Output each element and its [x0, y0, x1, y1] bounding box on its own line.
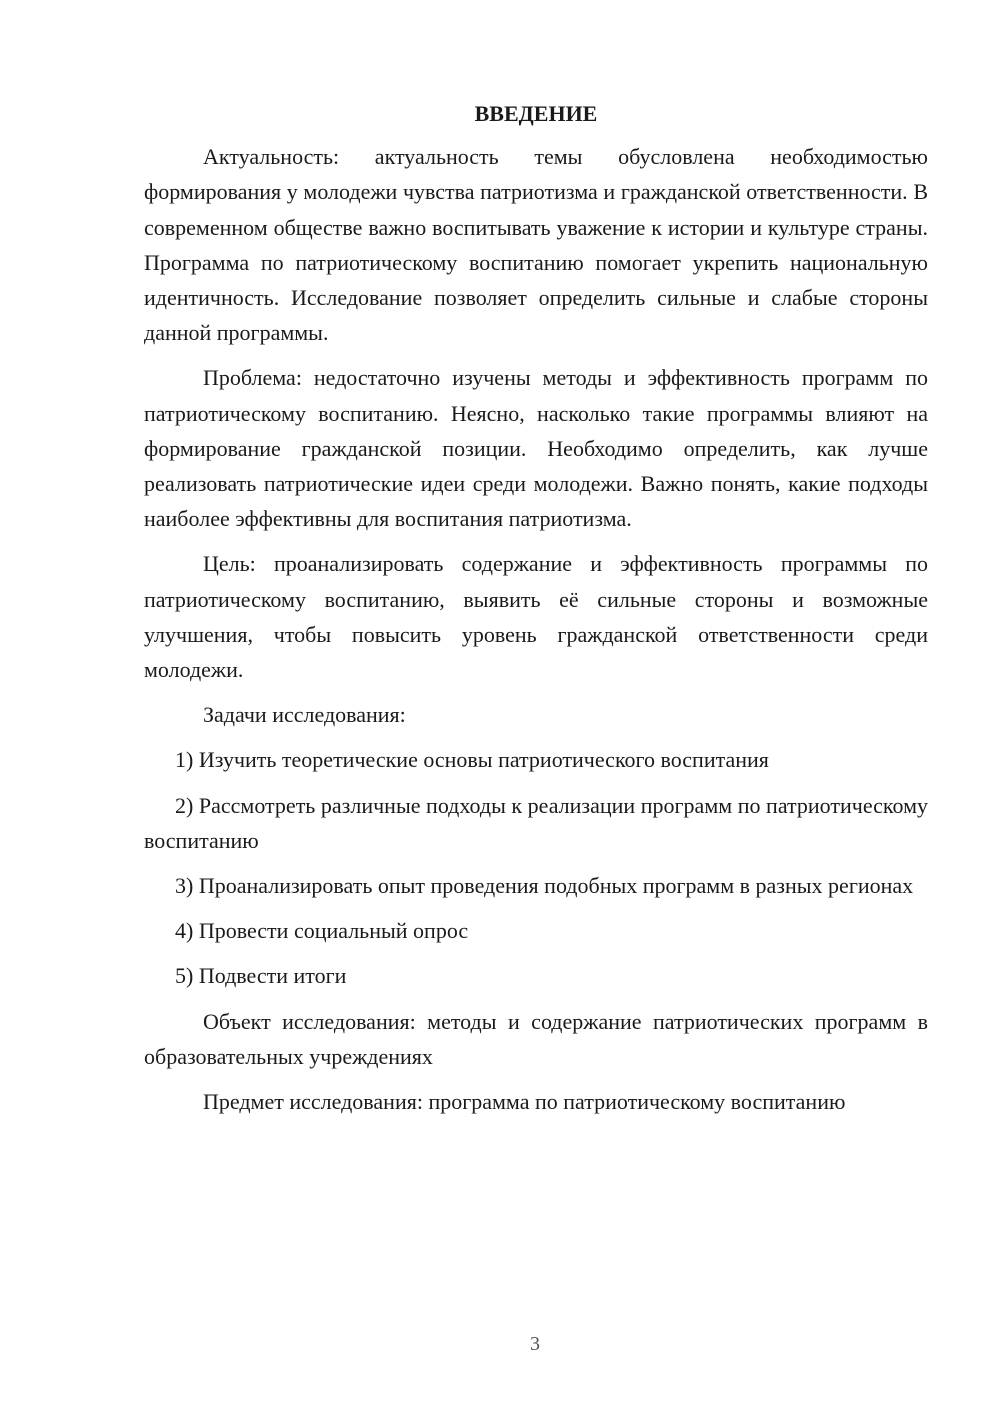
task-item-3: 3) Проанализировать опыт проведения подобных программ в разных регионах [175, 873, 914, 899]
object-paragraph: Объект исследования: методы и содержание патриотических программ в образовательных учреждениях [144, 1008, 928, 1069]
page-title: ВВЕДЕНИЕ [474, 101, 598, 126]
page-number: 3 [530, 1333, 540, 1355]
task-item-4: 4) Провести социальный опрос [175, 918, 469, 944]
relevance-paragraph: Актуальность: актуальность темы обусловлена необходимостью формирования у молодежи чувства патриотизма и гражданской ответственности. В современном обществе важно воспитывать уважение к истории и культуре страны. Программа по патриотическому воспитанию помогает укрепить национальную идентичность. Исследование позволяет определить сильные и слабые стороны данной программы. [144, 144, 928, 346]
document-page [144, 96, 928, 1129]
task-item-1: 1) Изучить теоретические основы патриотического воспитания [175, 747, 769, 773]
problem-paragraph: Проблема: недостаточно изучены методы и эффективность программ по патриотическому воспитанию. Неясно, насколько такие программы влияют на формирование гражданской позиции. Необходимо определить, как лучше реализовать патриотические идеи среди молодежи. Важно понять, какие подходы наиболее эффективны для воспитания патриотизма. [144, 365, 928, 532]
task-item-2: 2) Рассмотреть различные подходы к реализации программ по патриотическому воспитанию [144, 792, 928, 853]
tasks-heading: Задачи исследования: [203, 702, 406, 728]
subject-paragraph: Предмет исследования: программа по патриотическому воспитанию [203, 1089, 846, 1115]
goal-paragraph: Цель: проанализировать содержание и эффективность программы по патриотическому воспитанию, выявить её сильные стороны и возможные улучшения, чтобы повысить уровень гражданской ответственности среди молодежи. [144, 551, 928, 683]
task-item-5: 5) Подвести итоги [175, 963, 347, 989]
